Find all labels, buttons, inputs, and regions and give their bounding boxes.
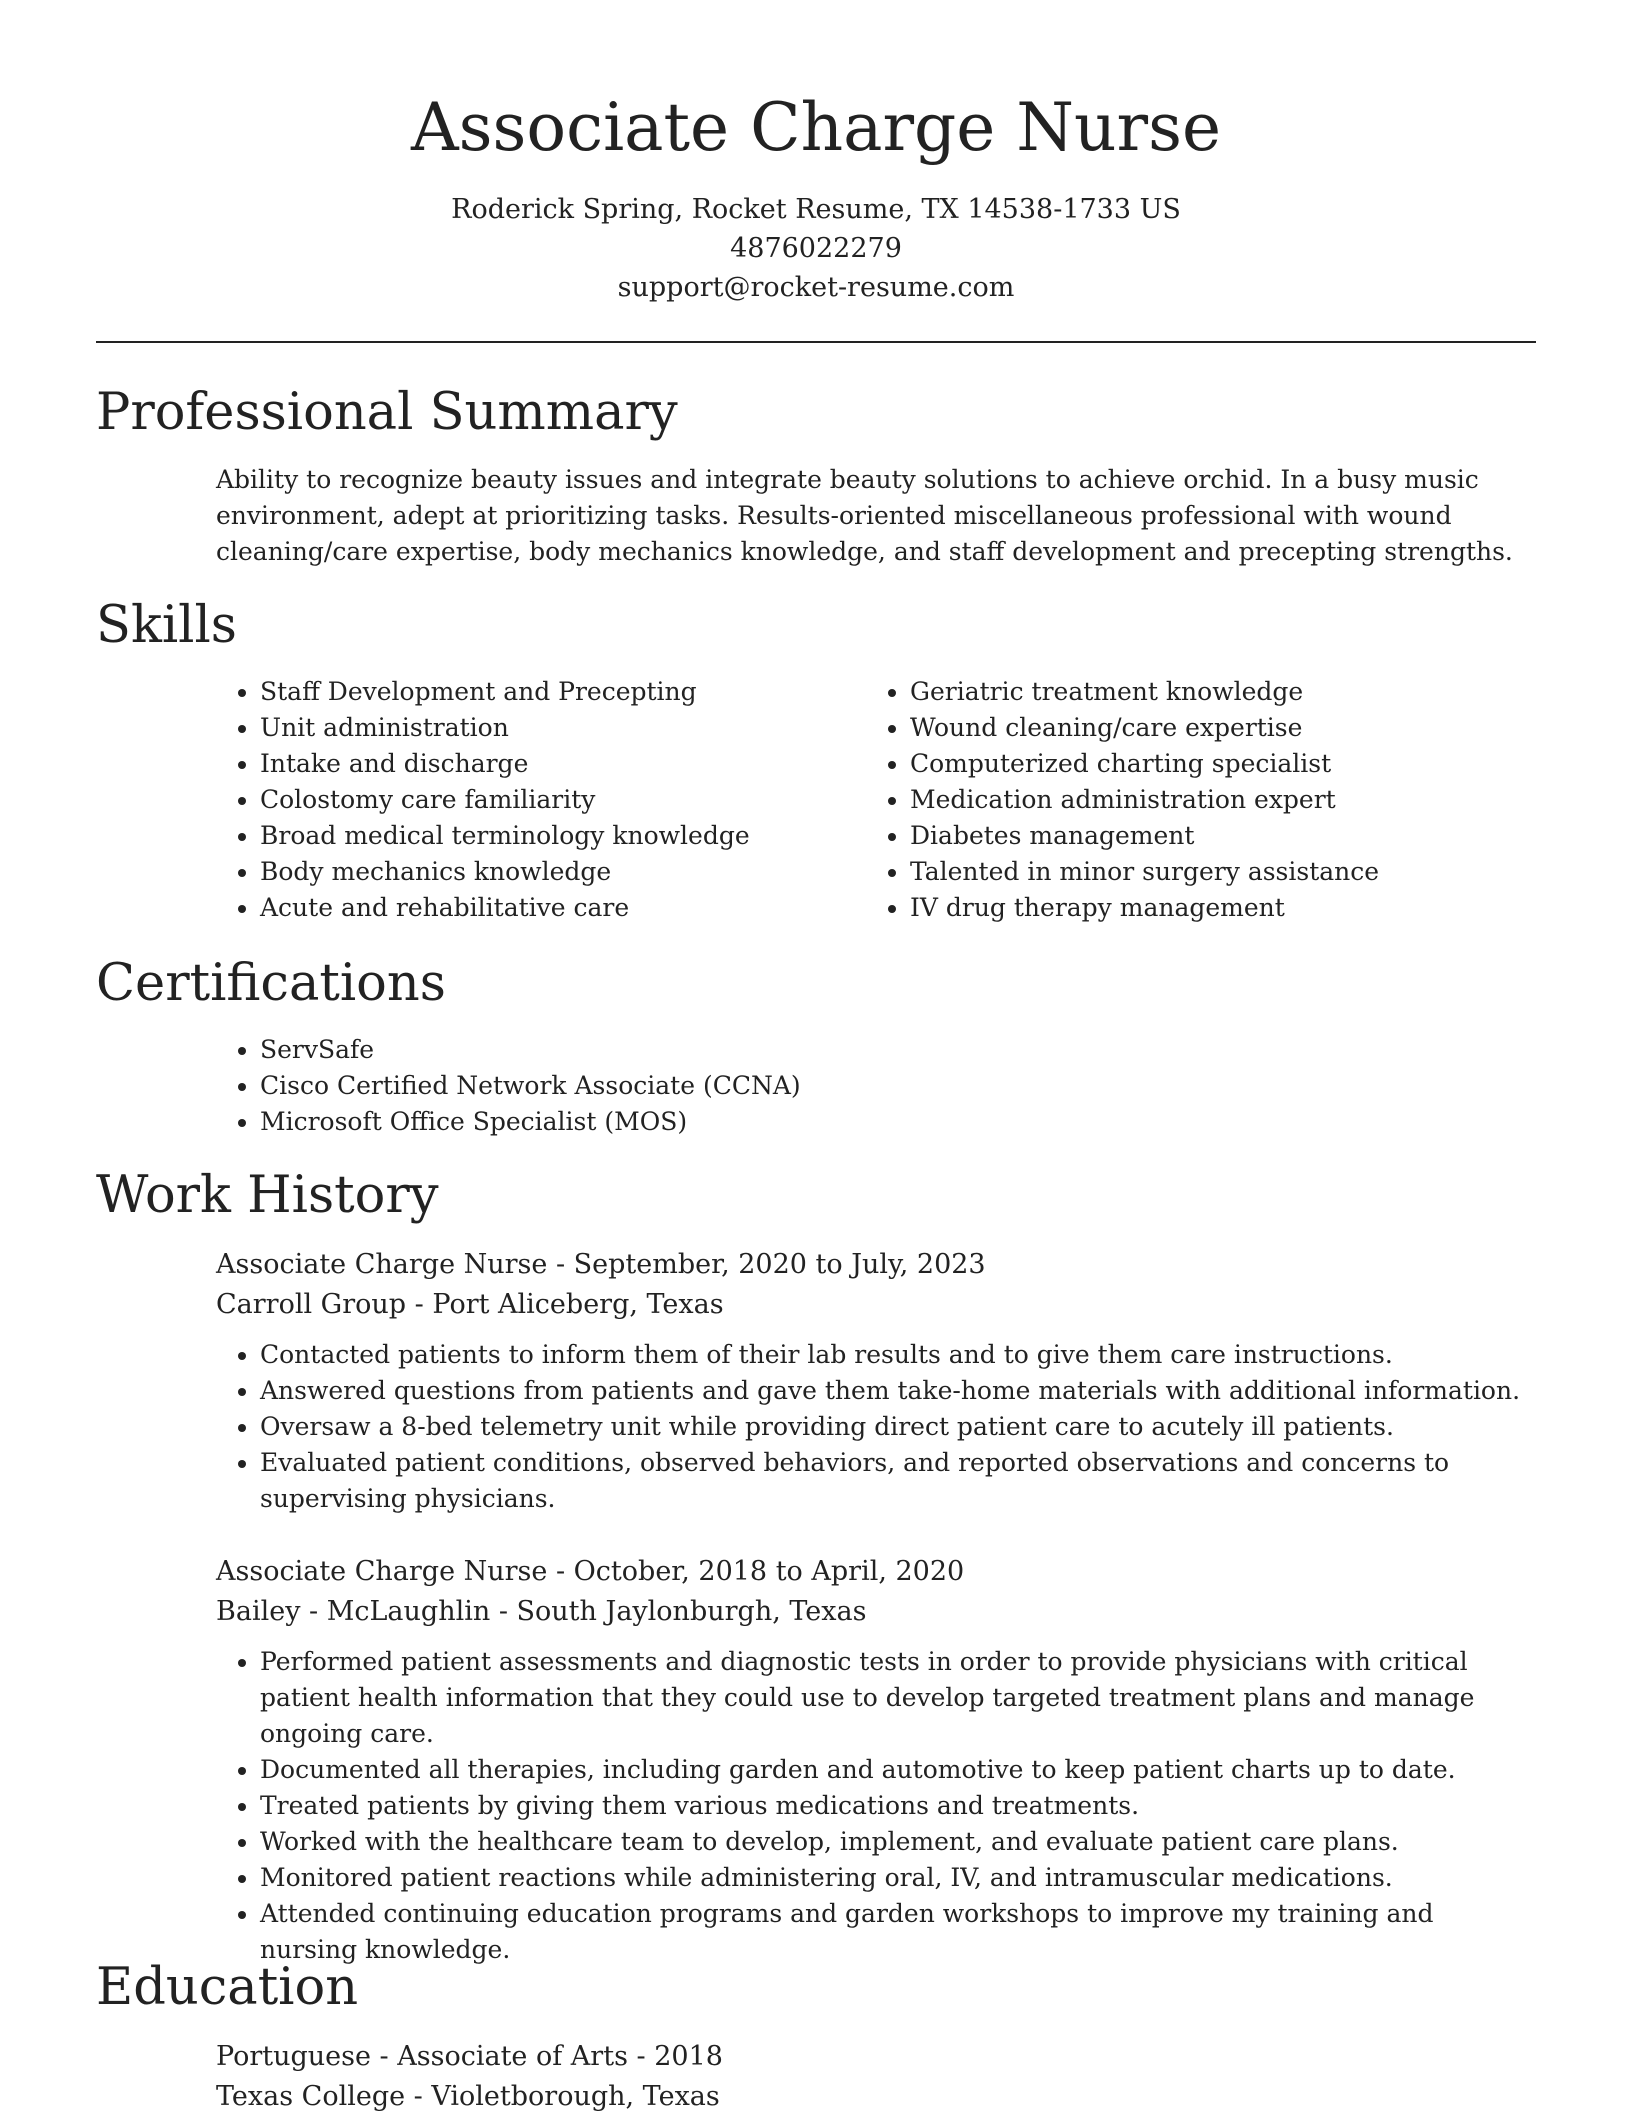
summary-text: Ability to recognize beauty issues and integrate beauty solutions to achieve orchid. In a busy music environment, adept at prioritizing tasks. Results-oriented miscellaneous professional with wound cleaning/care expertise, body mechanics knowledge, and staff development and precepting strengths.	[216, 465, 1513, 566]
list-item: • Talented in minor surgery assistance	[910, 854, 1486, 890]
list-item: • Computerized charting specialist	[910, 746, 1486, 782]
list-item: • IV drug therapy management	[910, 890, 1486, 926]
list-item: • ServSafe	[260, 1032, 1536, 1068]
list-item: • Evaluated patient conditions, observed behaviors, and reported observations and concerns to supervising physicians.	[260, 1445, 1536, 1517]
skills-heading: Skills	[96, 596, 237, 655]
address: Roderick Spring, Rocket Resume, TX 14538-1733 US	[451, 194, 1181, 225]
list-item: • Monitored patient reactions while administering oral, IV, and intramuscular medications.	[260, 1860, 1536, 1896]
work-history-heading: Work History	[96, 1166, 439, 1225]
list-item: • Answered questions from patients and gave them take-home materials with additional information.	[260, 1373, 1536, 1409]
list-item: • Acute and rehabilitative care	[260, 890, 836, 926]
summary-block	[216, 462, 1536, 570]
certifications-list	[216, 1032, 1536, 1140]
job-entry	[216, 1245, 1536, 1517]
job-company-line: Carroll Group - Port Aliceberg, Texas	[216, 1289, 724, 1320]
contact-info	[96, 190, 1536, 307]
list-item: • Attended continuing education programs and garden workshops to improve my training and nursing knowledge.	[260, 1896, 1536, 1968]
skills-column-left	[216, 674, 836, 926]
list-item: • Cisco Certified Network Associate (CCNA)	[260, 1068, 1536, 1104]
email: support@rocket-resume.com	[617, 272, 1015, 303]
list-item: • Staff Development and Precepting	[260, 674, 836, 710]
certifications-block	[216, 1032, 1536, 1140]
education-heading: Education	[96, 1958, 359, 2017]
summary-heading: Professional Summary	[96, 383, 678, 442]
job-bullets	[216, 1644, 1536, 1968]
list-item: • Intake and discharge	[260, 746, 836, 782]
school-line: Texas College - Violetborough, Texas	[216, 2081, 720, 2112]
page-title: Associate Charge Nurse	[410, 89, 1222, 166]
list-item: • Oversaw a 8-bed telemetry unit while providing direct patient care to acutely ill patients.	[260, 1409, 1536, 1445]
list-item: • Treated patients by giving them various medications and treatments.	[260, 1788, 1536, 1824]
list-item: • Microsoft Office Specialist (MOS)	[260, 1104, 1536, 1140]
job-company-line: Bailey - McLaughlin - South Jaylonburgh, Texas	[216, 1596, 867, 1627]
job-bullets	[216, 1337, 1536, 1517]
list-item: • Wound cleaning/care expertise	[910, 710, 1486, 746]
list-item: • Diabetes management	[910, 818, 1486, 854]
degree-line: Portuguese - Associate of Arts - 2018	[216, 2041, 723, 2072]
job-title-line: Associate Charge Nurse - September, 2020 to July, 2023	[216, 1249, 986, 1280]
skills-column-right	[866, 674, 1486, 926]
resume-header	[96, 88, 1536, 307]
phone: 4876022279	[730, 233, 902, 264]
skills-list-left	[216, 674, 836, 926]
list-item: • Body mechanics knowledge	[260, 854, 836, 890]
list-item: • Performed patient assessments and diagnostic tests in order to provide physicians with critical patient health information that they could use to develop targeted treatment plans and manage ongoing care.	[260, 1644, 1536, 1752]
skills-list-right	[866, 674, 1486, 926]
list-item: • Medication administration expert	[910, 782, 1486, 818]
list-item: • Geriatric treatment knowledge	[910, 674, 1486, 710]
education-block	[216, 2037, 1536, 2117]
list-item: • Unit administration	[260, 710, 836, 746]
job-title-line: Associate Charge Nurse - October, 2018 to April, 2020	[216, 1556, 965, 1587]
list-item: • Documented all therapies, including garden and automotive to keep patient charts up to date.	[260, 1752, 1536, 1788]
header-divider	[96, 341, 1536, 343]
list-item: • Colostomy care familiarity	[260, 782, 836, 818]
list-item: • Worked with the healthcare team to develop, implement, and evaluate patient care plans.	[260, 1824, 1536, 1860]
list-item: • Broad medical terminology knowledge	[260, 818, 836, 854]
job-entry	[216, 1552, 1536, 1968]
certifications-heading: Certifications	[96, 954, 446, 1013]
list-item: • Contacted patients to inform them of their lab results and to give them care instructions.	[260, 1337, 1536, 1373]
